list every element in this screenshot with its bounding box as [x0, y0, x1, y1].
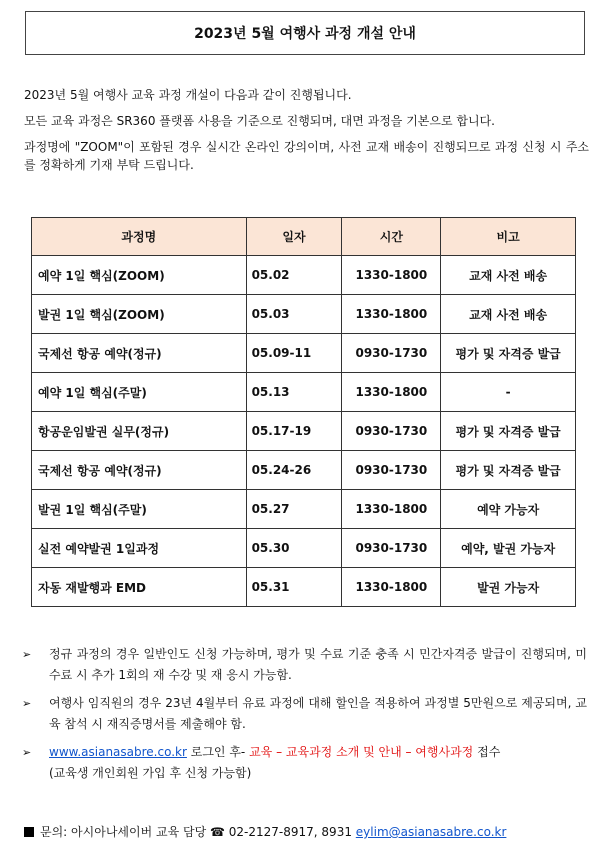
course-remark: 예약, 발권 가능자 [441, 529, 576, 568]
course-remark: 교재 사전 배송 [441, 295, 576, 334]
course-time: 1330-1800 [342, 568, 441, 607]
course-name: 실전 예약발권 1일과정 [32, 529, 247, 568]
list-item [22, 742, 587, 763]
course-schedule-table [31, 217, 576, 607]
course-date: 05.24-26 [246, 451, 342, 490]
arrow-bullet-icon: ➢ [22, 648, 32, 661]
course-name: 발권 1일 핵심(주말) [32, 490, 247, 529]
notes-section [22, 644, 587, 784]
course-remark: - [441, 373, 576, 412]
course-name: 예약 1일 핵심(주말) [32, 373, 247, 412]
course-time: 0930-1730 [342, 412, 441, 451]
course-time: 0930-1730 [342, 334, 441, 373]
course-remark: 발권 가능자 [441, 568, 576, 607]
arrow-bullet-icon: ➢ [22, 746, 32, 759]
table-row [32, 295, 576, 334]
registration-menu-path: 교육 – 교육과정 소개 및 안내 – 여행사과정 [249, 745, 474, 759]
intro-paragraph-1: 2023년 5월 여행사 교육 과정 개설이 다음과 같이 진행됩니다. [24, 88, 352, 102]
course-name: 예약 1일 핵심(ZOOM) [32, 256, 247, 295]
header-date: 일자 [246, 218, 342, 256]
course-date: 05.31 [246, 568, 342, 607]
course-time: 0930-1730 [342, 529, 441, 568]
table-row [32, 529, 576, 568]
course-date: 05.09-11 [246, 334, 342, 373]
phone-icon: ☎ [210, 825, 225, 839]
intro-section [24, 86, 589, 182]
header-time: 시간 [342, 218, 441, 256]
course-remark: 평가 및 자격증 발급 [441, 334, 576, 373]
registration-subnote: (교육생 개인회원 가입 후 신청 가능함) [49, 766, 252, 780]
table-row [32, 451, 576, 490]
course-remark: 교재 사전 배송 [441, 256, 576, 295]
course-remark: 예약 가능자 [441, 490, 576, 529]
course-name: 발권 1일 핵심(ZOOM) [32, 295, 247, 334]
course-date: 05.17-19 [246, 412, 342, 451]
course-name: 국제선 항공 예약(정규) [32, 451, 247, 490]
document-title: 2023년 5월 여행사 과정 개설 안내 [25, 11, 585, 55]
course-name: 국제선 항공 예약(정규) [32, 334, 247, 373]
table-row [32, 373, 576, 412]
contact-email-link[interactable]: eylim@asianasabre.co.kr [355, 825, 507, 839]
note-regular-course: 정규 과정의 경우 일반인도 신청 가능하며, 평가 및 수료 기준 충족 시 민간자격증 발급이 진행되며, 미 수료 시 추가 1회의 재 수강 및 재 응시 가능함. [49, 647, 587, 682]
course-date: 05.13 [246, 373, 342, 412]
arrow-bullet-icon: ➢ [22, 697, 32, 710]
course-date: 05.02 [246, 256, 342, 295]
course-time: 1330-1800 [342, 490, 441, 529]
table-row [32, 412, 576, 451]
course-name: 항공운임발권 실무(정규) [32, 412, 247, 451]
course-time: 0930-1730 [342, 451, 441, 490]
course-remark: 평가 및 자격증 발급 [441, 412, 576, 451]
registration-suffix: 접수 [473, 745, 501, 759]
table-row [32, 568, 576, 607]
header-remarks: 비고 [441, 218, 576, 256]
header-course-name: 과정명 [32, 218, 247, 256]
note-agency-discount: 여행사 임직원의 경우 23년 4월부터 유료 과정에 대해 할인을 적용하여 과정별 5만원으로 제공되며, 교육 참석 시 재직증명서를 제출해야 함. [49, 696, 587, 731]
table-row [32, 334, 576, 373]
website-link[interactable]: www.asianasabre.co.kr [49, 745, 187, 759]
list-item [22, 693, 587, 735]
intro-paragraph-3: 과정명에 "ZOOM"이 포함된 경우 실시간 온라인 강의이며, 사전 교재 배송이 진행되므로 과정 신청 시 주소를 정확하게 기재 부탁 드립니다. [24, 140, 589, 172]
note-registration [49, 742, 587, 763]
course-name: 자동 재발행과 EMD [32, 568, 247, 607]
contact-phone: 02-2127-8917, 8931 [228, 825, 352, 839]
contact-line [24, 823, 506, 840]
course-date: 05.27 [246, 490, 342, 529]
table-row [32, 256, 576, 295]
table-header-row [32, 218, 576, 256]
table-row [32, 490, 576, 529]
registration-text: 로그인 후- [186, 745, 250, 759]
course-time: 1330-1800 [342, 373, 441, 412]
course-time: 1330-1800 [342, 256, 441, 295]
intro-paragraph-2: 모든 교육 과정은 SR360 플랫폼 사용을 기준으로 진행되며, 대면 과정을 기본으로 합니다. [24, 114, 495, 128]
list-item [22, 644, 587, 686]
course-date: 05.30 [246, 529, 342, 568]
square-bullet-icon [24, 827, 34, 837]
course-date: 05.03 [246, 295, 342, 334]
course-remark: 평가 및 자격증 발급 [441, 451, 576, 490]
course-time: 1330-1800 [342, 295, 441, 334]
contact-label: 문의: 아시아나세이버 교육 담당 [40, 825, 210, 839]
